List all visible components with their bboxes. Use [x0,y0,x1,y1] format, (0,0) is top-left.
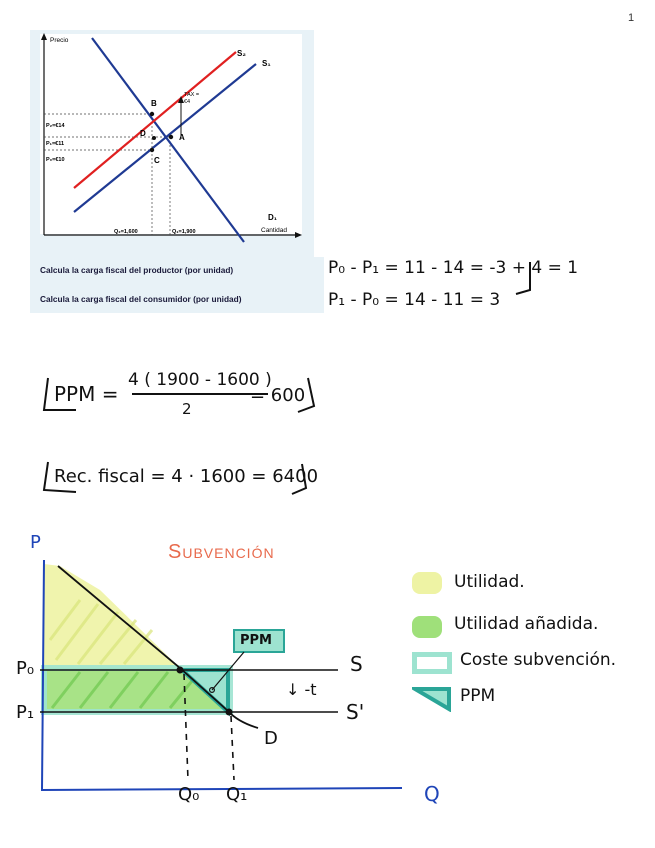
tax-graph [30,30,314,260]
page-number: 1 [628,12,635,24]
s1-label: S₁ [262,59,271,68]
legend-swatch-utility [412,572,442,594]
answer-producer: P₀ - P₁ = 11 - 14 = -3 + 4 = 1 [328,258,579,278]
legend-label-utility: Utilidad. [454,572,525,592]
legend-swatch-ppm [412,686,452,712]
legend-swatch-subsidy-cost [412,652,452,674]
fig2-p0-label: P₀ [16,658,35,679]
subsidy-title: Subvención [168,541,275,563]
fig2-d-label: D [264,728,278,749]
fig2-s-label: S [350,652,363,676]
legend-swatch-added-utility [412,616,442,638]
price-p2-label: P₂=€14 [46,123,65,129]
fig2-s-prime-label: S' [346,700,365,724]
question-consumer: Calcula la carga fiscal del consumidor (por unidad) [40,294,242,304]
qty-q1-label: Q₁=1,900 [172,229,196,235]
ppm-lhs: PPM = [54,382,119,406]
fig2-ppm-tag: PPM [240,633,272,648]
s2-label: S₂ [237,49,246,58]
fig2-q0-label: Q₀ [178,784,200,805]
fig2-x-axis-label: Q [424,782,440,806]
d1-label: D₁ [268,213,278,222]
fig2-p1-label: P₁ [16,702,35,723]
point-b-label: B [151,99,157,108]
tax-label: TAX = [184,92,200,98]
fig2-q1-label: Q₁ [226,784,248,805]
legend-label-ppm: PPM [460,686,496,706]
question-producer: Calcula la carga fiscal del productor (por unidad) [40,265,234,275]
point-a-label: A [179,133,185,142]
y-axis-label: Precio [50,37,69,44]
point-d-label: D [140,129,146,138]
ppm-denominator: 2 [182,400,192,418]
price-p1-label: P₁=€11 [46,141,65,147]
answer-brackets [510,256,540,316]
fig2-shift-label: ↓ -t [286,680,317,699]
ppm-result: = 600 [250,385,306,406]
legend-label-added-utility: Utilidad añadida. [454,614,599,634]
qty-q2-label: Q₂=1,600 [114,229,138,235]
point-c-label: C [154,156,160,165]
x-axis-label: Cantidad [261,227,288,234]
price-p0-label: P₀=€10 [46,157,65,163]
ppm-numerator: 4 ( 1900 - 1600 ) [128,370,272,390]
rec-fiscal: Rec. fiscal = 4 · 1600 = 6400 [54,466,319,487]
fig2-y-axis-label: P [30,532,41,553]
tax-amount-label: €4 [184,99,191,105]
answer-consumer: P₁ - P₀ = 14 - 11 = 3 [328,290,501,310]
legend-label-subsidy-cost: Coste subvención. [460,650,617,670]
